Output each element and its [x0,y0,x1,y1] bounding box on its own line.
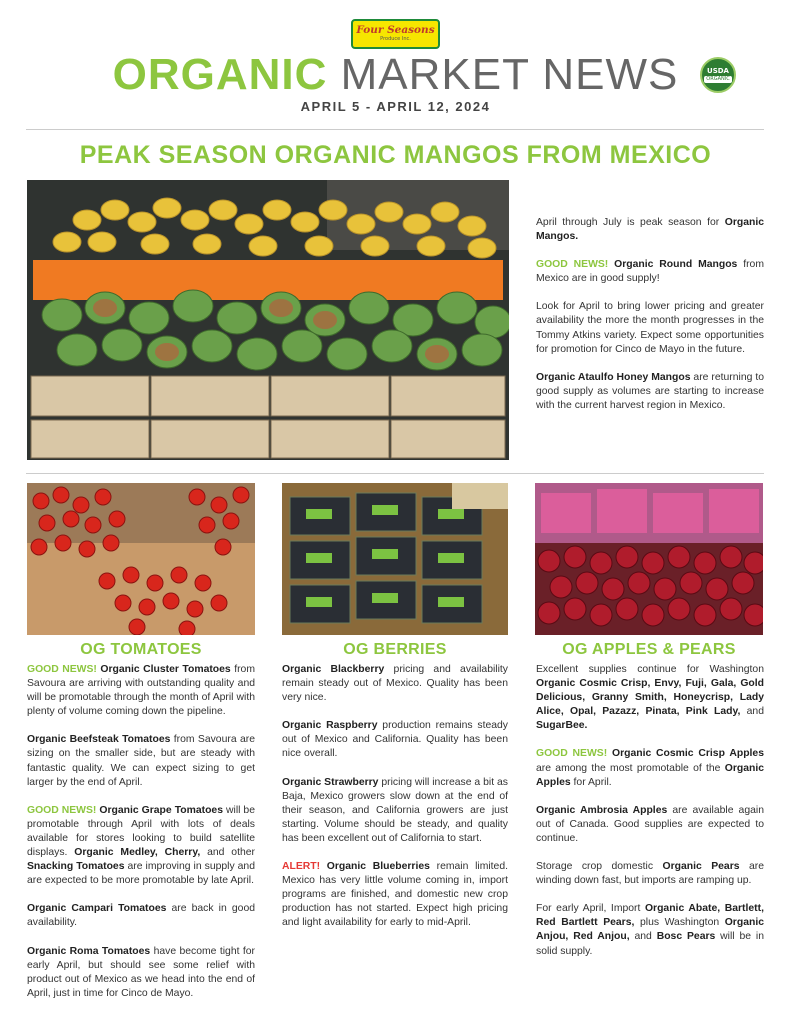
text: Storage crop domestic [536,861,663,873]
text: April through July is peak season for [536,217,725,228]
berries-paragraph-3 [282,776,508,846]
bold-text: Organic Strawberry [282,776,379,788]
text: from Savoura are arriving with outstanding quality and will be promotable through the month of April with plenty of volume coming down the pipeline. [27,664,255,718]
bold-text: Organic Pears [662,861,740,873]
apples-title: OG APPLES & PEARS [562,641,736,658]
apples-paragraph-2 [536,747,764,789]
divider-top [26,129,764,130]
mangos-paragraph-4 [536,371,764,413]
bold-text: Organic Abate, Bartlett, Red Bartlett Pears, [536,903,764,929]
masthead-market-news: MARKET NEWS [327,50,679,99]
usda-seal-line1: USDA [707,67,729,75]
bold-text: Snacking Tomatoes [27,861,125,873]
usda-seal-line2: ORGANIC [704,76,732,83]
mangos-article [536,216,764,427]
text: from Savoura are sizing on the smaller side, but are steady with fantastic quality. We can expect sizing to get larger by the end of April. [27,734,255,788]
apples-paragraph-5 [536,902,764,958]
text: Excellent supplies continue for Washington [536,664,764,675]
text: and [629,931,657,943]
tomatoes-paragraph-1 [27,663,255,719]
mangos-photo [27,180,509,460]
divider-middle [26,473,764,474]
tomatoes-paragraph-5 [27,945,255,1001]
tomatoes-photo [27,483,255,635]
bold-text: Organic Round Mangos [608,259,738,271]
tomatoes-paragraph-3 [27,804,255,889]
text: will be in solid supply. [536,931,764,957]
bold-text: Organic Blueberries [320,861,430,873]
text: are back in good availability. [27,903,255,929]
logo-sub: Produce Inc. [380,36,411,42]
bold-text: Organic Cluster Tomatoes [96,664,231,675]
bold-text: Organic Cosmic Crisp, Envy, Fuji, Gala, Gold Delicious, Granny Smith, Honeycrisp, Lady Alice, Opal, Pazazz, Pinata, Pink Lady, [536,678,764,718]
bold-text: Organic Cosmic Crisp Apples [607,748,764,760]
tomatoes-article [27,663,255,1015]
berries-paragraph-2 [282,719,508,761]
tomatoes-title: OG TOMATOES [80,641,202,658]
berries-photo [282,483,508,635]
text: pricing will increase a bit as Baja, Mexico growers slow down at the end of their season, and California growers are just starting. Volume should be steady, and quality has been excellent out of California to start. [282,776,508,844]
mangos-paragraph-2 [536,258,764,286]
berries-article [282,663,508,945]
text: remain limited. Mexico has very little volume coming in, import programs are finished, and domestic new crop production has not started. Expect high pricing and light availability for early to mid-April. [282,861,509,929]
bold-text: Organic Mangos. [536,217,764,243]
mangos-paragraph-3: Look for April to bring lower pricing and greater availability the more the month progresses in the Tommy Atkins variety. Expect some opportunities for promotion for Cinco de Mayo in the future. [536,301,764,355]
headline: PEAK SEASON ORGANIC MANGOS FROM MEXICO [79,141,712,169]
text: For early April, Import [536,903,645,915]
bold-text: Organic Beefsteak Tomatoes [27,734,171,746]
tomatoes-paragraph-4 [27,902,255,930]
apples-paragraph-3 [536,804,764,846]
text: are available again out of Canada. Good supplies are expected to continue. [536,804,764,844]
alert-tag: ALERT! [282,861,321,873]
mangos-paragraph-1 [536,216,764,244]
bold-text: Organic Ataulfo Honey Mangos [536,371,691,383]
text: for April. [570,776,612,788]
bold-text: Organic Roma Tomatoes [27,945,151,957]
bold-text: Organic Ambrosia Apples [536,804,668,816]
text: production remains steady out of Mexico and California. Quality has been nice overall. [282,720,508,760]
berries-title: OG BERRIES [343,641,447,658]
text: from Mexico are in good supply! [536,259,764,285]
masthead-title [0,50,791,100]
text: are winding down fast, but imports are ramping up. [536,861,764,887]
apples-paragraph-4 [536,860,764,888]
text: pricing and availability remain steady out of Mexico. Quality has been very nice. [282,664,508,704]
logo-brand: Four Seasons [356,24,435,36]
text: will be promotable through April with lots of deals available for stores looking to build satellite displays. [27,804,255,859]
good-news-tag: GOOD NEWS! [536,748,608,760]
berries-paragraph-1 [282,663,508,705]
good-news-tag: GOOD NEWS! [27,804,97,816]
apples-paragraph-1 [536,663,764,733]
bold-text: Organic Blackberry [282,664,385,675]
apples-photo [535,483,763,635]
good-news-tag: GOOD NEWS! [536,259,609,271]
bold-text: Organic Medley, Cherry, [74,847,201,859]
usda-organic-seal [700,57,736,93]
apples-article [536,663,764,973]
text: and other [200,847,255,859]
bold-text: Organic Apples [536,762,764,788]
berries-paragraph-4 [282,860,508,930]
bold-text: Organic Raspberry [282,720,378,732]
tomatoes-paragraph-2 [27,733,255,789]
bold-text: Organic Grape Tomatoes [96,804,223,816]
text: are among the most promotable of the [536,762,725,774]
bold-text: SugarBee. [536,720,588,732]
four-seasons-logo [351,19,440,49]
text: are improving in supply and are expected to be more promotable by late April. [27,861,255,887]
bold-text: Organic Anjou, Red Anjou, [536,917,764,943]
issue-dates: APRIL 5 - APRIL 12, 2024 [300,99,491,114]
text: plus Washington [634,917,725,929]
good-news-tag: GOOD NEWS! [27,664,97,675]
masthead-organic: ORGANIC [112,50,328,99]
bold-text: Organic Campari Tomatoes [27,903,167,915]
text: and [740,706,764,718]
text: have become tight for early April, but should see some relief with product out of Mexico as we head into the end of April, just in time for Cinco de Mayo. [27,945,255,999]
bold-text: Bosc Pears [656,931,716,943]
text: are returning to good supply as volumes are starting to increase with the current harvest region in Mexico. [536,371,764,411]
